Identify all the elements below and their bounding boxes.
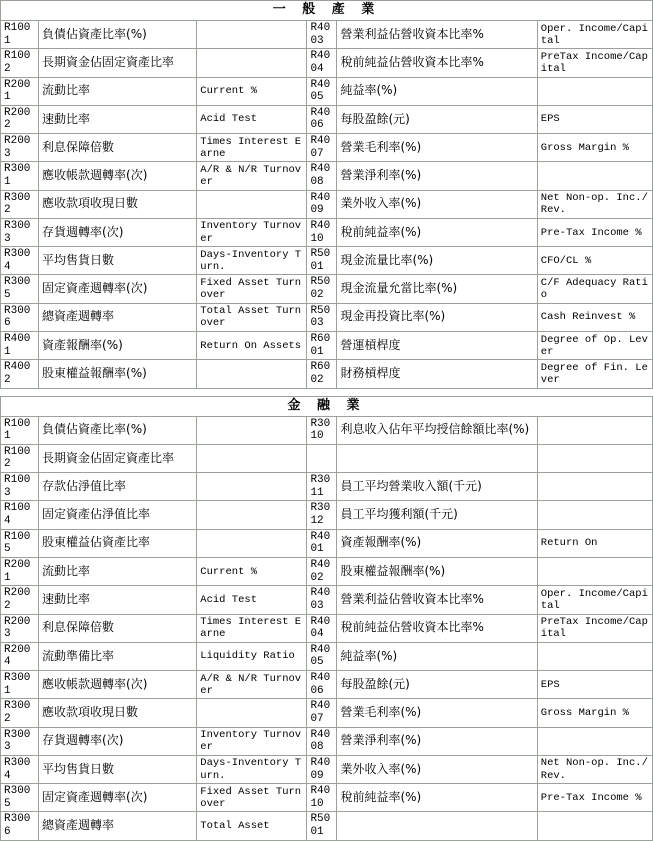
ratio-name-cell-right[interactable]: 稅前純益佔營收資本比率% — [337, 614, 537, 642]
ratio-code-cell[interactable]: R4002 — [1, 360, 39, 388]
ratio-name-cell-right[interactable]: 稅前純益佔營收資本比率% — [337, 49, 537, 77]
ratio-english-cell[interactable] — [197, 49, 307, 77]
ratio-english-cell[interactable]: Times Interest Earne — [197, 134, 307, 162]
table-row[interactable] — [1, 134, 653, 162]
table-row[interactable] — [1, 642, 653, 670]
ratio-code-cell[interactable]: R3002 — [1, 190, 39, 218]
table-row[interactable] — [1, 247, 653, 275]
ratio-code-cell[interactable]: R3006 — [1, 303, 39, 331]
ratio-name-cell[interactable]: 流動準備比率 — [39, 642, 197, 670]
ratio-name-cell[interactable]: 速動比率 — [39, 586, 197, 614]
table-row[interactable] — [1, 360, 653, 388]
ratio-english-cell[interactable]: Times Interest Earne — [197, 614, 307, 642]
ratio-english-cell-right[interactable]: PreTax Income/Capital — [537, 614, 652, 642]
ratio-name-cell[interactable]: 存貨週轉率(次) — [39, 727, 197, 755]
ratio-code-cell-right[interactable]: R4008 — [307, 162, 337, 190]
ratio-english-cell[interactable] — [197, 529, 307, 557]
ratio-code-cell[interactable]: R1003 — [1, 473, 39, 501]
ratio-english-cell[interactable]: Liquidity Ratio — [197, 642, 307, 670]
ratio-name-cell-right[interactable]: 營業利益佔營收資本比率% — [337, 20, 537, 48]
ratio-english-cell[interactable]: Fixed Asset Turnover — [197, 275, 307, 303]
ratio-english-cell[interactable]: Total Asset Turnover — [197, 303, 307, 331]
table-row[interactable] — [1, 20, 653, 48]
ratio-name-cell[interactable]: 股東權益報酬率(%) — [39, 360, 197, 388]
ratio-code-cell[interactable]: R3005 — [1, 275, 39, 303]
ratio-name-cell-right[interactable]: 營業利益佔營收資本比率% — [337, 586, 537, 614]
table-row[interactable] — [1, 473, 653, 501]
ratio-name-cell-right[interactable]: 現金流量比率(%) — [337, 247, 537, 275]
ratio-code-cell[interactable]: R2001 — [1, 77, 39, 105]
ratio-english-cell[interactable] — [197, 473, 307, 501]
ratio-english-cell-right[interactable]: Cash Reinvest % — [537, 303, 652, 331]
ratio-name-cell[interactable]: 應收帳款週轉率(次) — [39, 162, 197, 190]
ratio-name-cell-right[interactable]: 財務槓桿度 — [337, 360, 537, 388]
ratio-name-cell-right[interactable] — [337, 812, 537, 840]
ratio-code-cell-right[interactable]: R4004 — [307, 49, 337, 77]
ratio-code-cell-right[interactable]: R4004 — [307, 614, 337, 642]
ratio-name-cell-right[interactable]: 純益率(%) — [337, 642, 537, 670]
ratio-english-cell-right[interactable]: Gross Margin % — [537, 699, 652, 727]
table-row[interactable] — [1, 557, 653, 585]
ratio-name-cell[interactable]: 應收帳款週轉率(次) — [39, 671, 197, 699]
ratio-english-cell[interactable] — [197, 360, 307, 388]
ratio-english-cell[interactable]: Fixed Asset Turnover — [197, 784, 307, 812]
ratio-english-cell-right[interactable]: PreTax Income/Capital — [537, 49, 652, 77]
ratio-name-cell[interactable]: 利息保障倍數 — [39, 614, 197, 642]
ratio-name-cell-right[interactable]: 股東權益報酬率(%) — [337, 557, 537, 585]
ratio-name-cell-right[interactable]: 營業毛利率(%) — [337, 699, 537, 727]
ratio-code-cell[interactable]: R1002 — [1, 49, 39, 77]
ratio-code-cell[interactable]: R1004 — [1, 501, 39, 529]
ratio-name-cell-right[interactable]: 業外收入率(%) — [337, 755, 537, 783]
ratio-name-cell[interactable]: 負債佔資產比率(%) — [39, 20, 197, 48]
table-row[interactable] — [1, 501, 653, 529]
ratio-code-cell-right[interactable]: R6001 — [307, 332, 337, 360]
ratio-english-cell[interactable]: Acid Test — [197, 105, 307, 133]
ratio-code-cell[interactable]: R3005 — [1, 784, 39, 812]
ratio-english-cell[interactable]: A/R & N/R Turnover — [197, 162, 307, 190]
ratio-name-cell[interactable]: 總資產週轉率 — [39, 812, 197, 840]
ratio-code-cell-right[interactable]: R4007 — [307, 134, 337, 162]
ratio-name-cell-right[interactable]: 現金流量允當比率(%) — [337, 275, 537, 303]
ratio-name-cell[interactable]: 長期資金佔固定資產比率 — [39, 49, 197, 77]
ratio-name-cell-right[interactable]: 營業毛利率(%) — [337, 134, 537, 162]
table-row[interactable] — [1, 105, 653, 133]
ratio-english-cell[interactable] — [197, 699, 307, 727]
section-gap-row — [1, 388, 653, 396]
ratio-code-cell-right[interactable]: R5002 — [307, 275, 337, 303]
ratio-name-cell-right[interactable]: 現金再投資比率(%) — [337, 303, 537, 331]
table-row[interactable] — [1, 190, 653, 218]
ratio-english-cell-right[interactable]: EPS — [537, 671, 652, 699]
ratio-code-cell[interactable]: R2003 — [1, 134, 39, 162]
table-row[interactable] — [1, 49, 653, 77]
ratio-name-cell[interactable]: 流動比率 — [39, 77, 197, 105]
ratio-code-cell[interactable]: R3004 — [1, 247, 39, 275]
ratio-code-cell[interactable]: R2003 — [1, 614, 39, 642]
ratio-name-cell[interactable]: 利息保障倍數 — [39, 134, 197, 162]
ratio-name-cell-right[interactable]: 利息收入佔年平均授信餘額比率(%) — [337, 416, 537, 444]
ratio-name-cell[interactable]: 固定資產週轉率(次) — [39, 784, 197, 812]
ratio-name-cell-right[interactable]: 員工平均獲利額(千元) — [337, 501, 537, 529]
section-title: 金 融 業 — [1, 396, 653, 416]
ratio-english-cell-right[interactable]: Pre-Tax Income % — [537, 218, 652, 246]
ratio-code-cell[interactable]: R1002 — [1, 444, 39, 472]
ratio-code-cell-right[interactable]: R3010 — [307, 416, 337, 444]
ratio-english-cell-right[interactable] — [537, 727, 652, 755]
ratio-code-cell-right[interactable]: R3012 — [307, 501, 337, 529]
ratio-english-cell[interactable]: Days-Inventory Turn. — [197, 247, 307, 275]
table-row[interactable] — [1, 755, 653, 783]
ratio-english-cell-right[interactable] — [537, 77, 652, 105]
ratio-code-cell-right[interactable]: R4003 — [307, 586, 337, 614]
table-row[interactable] — [1, 671, 653, 699]
ratio-name-cell-right[interactable] — [337, 444, 537, 472]
ratio-name-cell-right[interactable]: 營業淨利率(%) — [337, 727, 537, 755]
ratio-english-cell[interactable]: Acid Test — [197, 586, 307, 614]
ratio-english-cell-right[interactable]: C/F Adequacy Ratio — [537, 275, 652, 303]
ratio-english-cell[interactable] — [197, 190, 307, 218]
ratio-english-cell-right[interactable] — [537, 557, 652, 585]
ratio-name-cell[interactable]: 應收款項收現日數 — [39, 699, 197, 727]
ratio-name-cell[interactable]: 固定資產週轉率(次) — [39, 275, 197, 303]
ratio-code-cell[interactable]: R3004 — [1, 755, 39, 783]
ratio-name-cell[interactable]: 負債佔資產比率(%) — [39, 416, 197, 444]
ratio-english-cell-right[interactable]: Net Non-op. Inc./Rev. — [537, 755, 652, 783]
ratio-code-cell-right[interactable]: R4002 — [307, 557, 337, 585]
ratio-english-cell-right[interactable]: Return On — [537, 529, 652, 557]
ratio-code-cell[interactable]: R3001 — [1, 671, 39, 699]
ratio-english-cell[interactable] — [197, 20, 307, 48]
ratio-english-cell-right[interactable] — [537, 501, 652, 529]
ratio-english-cell[interactable]: Days-Inventory Turn. — [197, 755, 307, 783]
table-row[interactable] — [1, 812, 653, 840]
ratio-name-cell[interactable]: 平均售貨日數 — [39, 247, 197, 275]
ratio-english-cell-right[interactable]: Gross Margin % — [537, 134, 652, 162]
table-row[interactable] — [1, 727, 653, 755]
ratio-english-cell-right[interactable]: Net Non-op. Inc./Rev. — [537, 190, 652, 218]
ratio-name-cell[interactable]: 資產報酬率(%) — [39, 332, 197, 360]
ratio-code-cell-right[interactable]: R4010 — [307, 218, 337, 246]
ratio-code-cell[interactable]: R1001 — [1, 20, 39, 48]
table-row[interactable] — [1, 218, 653, 246]
ratio-code-cell-right[interactable]: R3011 — [307, 473, 337, 501]
table-row[interactable] — [1, 444, 653, 472]
table-row[interactable] — [1, 162, 653, 190]
ratio-english-cell-right[interactable]: CFO/CL % — [537, 247, 652, 275]
ratio-name-cell-right[interactable]: 營運槓桿度 — [337, 332, 537, 360]
ratio-code-cell[interactable]: R3002 — [1, 699, 39, 727]
ratio-english-cell-right[interactable]: Oper. Income/Capital — [537, 20, 652, 48]
ratio-english-cell[interactable]: A/R & N/R Turnover — [197, 671, 307, 699]
ratio-name-cell-right[interactable]: 業外收入率(%) — [337, 190, 537, 218]
ratio-code-cell-right[interactable]: R5001 — [307, 247, 337, 275]
ratio-code-cell[interactable]: R3001 — [1, 162, 39, 190]
ratio-english-cell-right[interactable] — [537, 162, 652, 190]
ratio-name-cell[interactable]: 長期資金佔固定資產比率 — [39, 444, 197, 472]
ratio-name-cell[interactable]: 應收款項收現日數 — [39, 190, 197, 218]
ratio-code-cell-right[interactable]: R6002 — [307, 360, 337, 388]
table-row[interactable] — [1, 614, 653, 642]
ratio-code-cell-right[interactable]: R4003 — [307, 20, 337, 48]
ratio-english-cell[interactable] — [197, 416, 307, 444]
ratio-name-cell-right[interactable]: 稅前純益率(%) — [337, 218, 537, 246]
table-row[interactable] — [1, 332, 653, 360]
table-row[interactable] — [1, 303, 653, 331]
ratio-code-cell-right[interactable]: R4006 — [307, 671, 337, 699]
ratio-english-cell-right[interactable] — [537, 416, 652, 444]
table-body — [1, 1, 653, 841]
ratio-english-cell-right[interactable]: Degree of Op. Lever — [537, 332, 652, 360]
ratio-english-cell-right[interactable]: Pre-Tax Income % — [537, 784, 652, 812]
ratio-name-cell-right[interactable]: 純益率(%) — [337, 77, 537, 105]
ratio-code-cell-right[interactable]: R4008 — [307, 727, 337, 755]
ratio-code-cell-right[interactable]: R5003 — [307, 303, 337, 331]
ratio-code-cell-right[interactable]: R4010 — [307, 784, 337, 812]
table-row[interactable] — [1, 529, 653, 557]
ratio-code-cell-right[interactable]: R5001 — [307, 812, 337, 840]
section-title-row — [1, 396, 653, 416]
ratio-name-cell[interactable]: 速動比率 — [39, 105, 197, 133]
ratio-english-cell-right[interactable] — [537, 642, 652, 670]
ratio-english-cell-right[interactable] — [537, 812, 652, 840]
table-row[interactable] — [1, 784, 653, 812]
ratio-code-cell[interactable]: R1005 — [1, 529, 39, 557]
ratio-name-cell[interactable]: 固定資產佔淨值比率 — [39, 501, 197, 529]
ratio-english-cell-right[interactable]: Oper. Income/Capital — [537, 586, 652, 614]
ratio-name-cell-right[interactable]: 稅前純益率(%) — [337, 784, 537, 812]
section-title-row — [1, 1, 653, 21]
ratio-code-cell-right[interactable]: R4001 — [307, 529, 337, 557]
ratio-name-cell[interactable]: 存貨週轉率(次) — [39, 218, 197, 246]
ratio-english-cell[interactable] — [197, 501, 307, 529]
ratio-name-cell-right[interactable]: 每股盈餘(元) — [337, 671, 537, 699]
ratio-english-cell[interactable] — [197, 444, 307, 472]
ratio-english-cell-right[interactable] — [537, 473, 652, 501]
ratio-english-cell[interactable]: Return On Assets — [197, 332, 307, 360]
ratio-name-cell-right[interactable]: 員工平均營業收入額(千元) — [337, 473, 537, 501]
ratio-code-cell-right[interactable]: R4005 — [307, 77, 337, 105]
table-row[interactable] — [1, 416, 653, 444]
ratio-name-cell[interactable]: 股東權益佔資產比率 — [39, 529, 197, 557]
ratio-name-cell[interactable]: 平均售貨日數 — [39, 755, 197, 783]
ratio-code-cell[interactable]: R2004 — [1, 642, 39, 670]
ratio-english-cell-right[interactable]: Degree of Fin. Lever — [537, 360, 652, 388]
ratio-english-cell[interactable]: Inventory Turnover — [197, 218, 307, 246]
ratio-english-cell[interactable]: Total Asset — [197, 812, 307, 840]
ratio-english-cell-right[interactable]: EPS — [537, 105, 652, 133]
ratio-english-cell-right[interactable] — [537, 444, 652, 472]
ratio-code-cell-right[interactable] — [307, 444, 337, 472]
table-row[interactable] — [1, 699, 653, 727]
ratio-code-cell-right[interactable]: R4005 — [307, 642, 337, 670]
ratio-code-cell[interactable]: R2002 — [1, 586, 39, 614]
ratio-code-cell-right[interactable]: R4009 — [307, 190, 337, 218]
table-row[interactable] — [1, 77, 653, 105]
ratio-english-cell[interactable]: Current % — [197, 77, 307, 105]
ratio-name-cell[interactable]: 流動比率 — [39, 557, 197, 585]
ratio-code-cell-right[interactable]: R4007 — [307, 699, 337, 727]
ratio-code-cell[interactable]: R2002 — [1, 105, 39, 133]
ratio-code-cell[interactable]: R3003 — [1, 727, 39, 755]
ratio-code-cell[interactable]: R2001 — [1, 557, 39, 585]
ratio-name-cell-right[interactable]: 每股盈餘(元) — [337, 105, 537, 133]
ratio-english-cell[interactable]: Inventory Turnover — [197, 727, 307, 755]
ratio-code-cell-right[interactable]: R4009 — [307, 755, 337, 783]
table-row[interactable] — [1, 586, 653, 614]
section-gap — [1, 388, 653, 396]
ratio-code-cell[interactable]: R3006 — [1, 812, 39, 840]
ratio-english-cell[interactable]: Current % — [197, 557, 307, 585]
ratio-name-cell[interactable]: 存款佔淨值比率 — [39, 473, 197, 501]
ratio-name-cell[interactable]: 總資產週轉率 — [39, 303, 197, 331]
ratio-name-cell-right[interactable]: 營業淨利率(%) — [337, 162, 537, 190]
ratio-code-cell[interactable]: R1001 — [1, 416, 39, 444]
ratio-code-cell[interactable]: R3003 — [1, 218, 39, 246]
ratio-name-cell-right[interactable]: 資產報酬率(%) — [337, 529, 537, 557]
ratio-code-cell-right[interactable]: R4006 — [307, 105, 337, 133]
ratio-code-cell[interactable]: R4001 — [1, 332, 39, 360]
section-title: 一 般 產 業 — [1, 1, 653, 21]
table-row[interactable] — [1, 275, 653, 303]
